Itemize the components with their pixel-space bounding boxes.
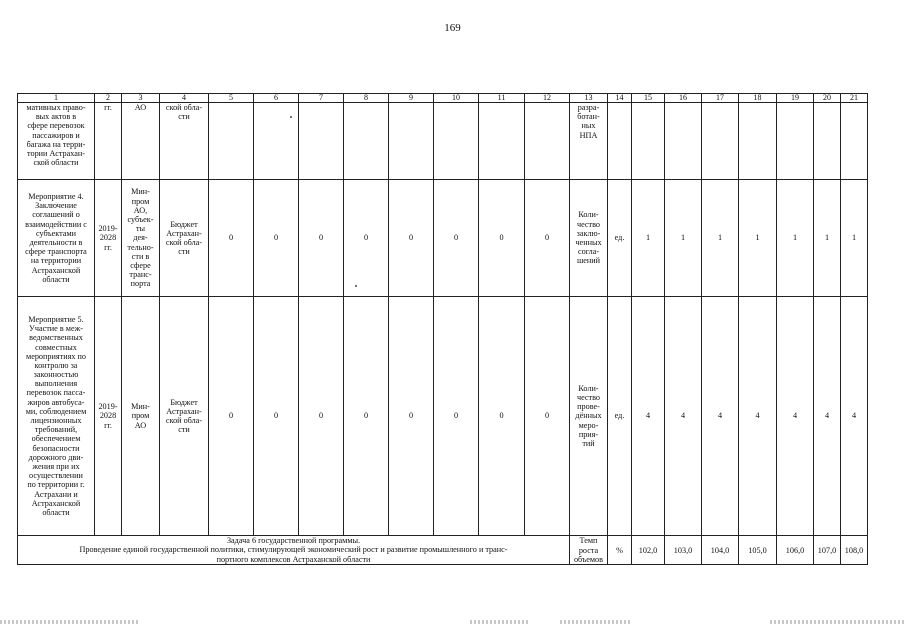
indicator-cell: разра- ботан- ных НПА [570, 103, 608, 180]
indicator-value-cell: 103,0 [665, 536, 702, 565]
header-cell: 5 [209, 94, 254, 103]
activity-name-cell: Мероприятие 4. Заключение соглашений о взаимодействии с субъектами деятельности в сфере транспорта на территории Астраханской области [18, 180, 95, 297]
header-cell: 12 [525, 94, 570, 103]
header-cell: 8 [344, 94, 389, 103]
header-cell: 21 [841, 94, 868, 103]
indicator-value-cell: 102,0 [632, 536, 665, 565]
header-cell: 14 [608, 94, 632, 103]
funding-value-cell: 0 [254, 180, 299, 297]
header-cell: 19 [777, 94, 814, 103]
empty-cell [254, 103, 299, 180]
funding-value-cell: 0 [434, 297, 479, 536]
funding-value-cell: 0 [299, 297, 344, 536]
header-cell: 9 [389, 94, 434, 103]
header-cell: 1 [18, 94, 95, 103]
indicator-value-cell: 108,0 [841, 536, 868, 565]
page-number: 169 [444, 22, 461, 34]
indicator-value-cell: 107,0 [814, 536, 841, 565]
indicator-value-cell: 4 [632, 297, 665, 536]
header-cell: 4 [160, 94, 209, 103]
indicator-value-cell: 1 [702, 180, 739, 297]
empty-cell [814, 103, 841, 180]
header-cell: 17 [702, 94, 739, 103]
indicator-value-cell: 1 [814, 180, 841, 297]
table-row [18, 536, 868, 565]
activity-name-cell: мативных право- вых актов в сфере перевозок пассажиров и багажа на терри- тории Астрахан- ской области [18, 103, 95, 180]
empty-cell [434, 103, 479, 180]
empty-cell [344, 103, 389, 180]
funding-value-cell: 0 [389, 180, 434, 297]
header-cell: 18 [739, 94, 777, 103]
indicator-value-cell: 1 [632, 180, 665, 297]
funding-source-cell: Бюджет Астрахан- ской обла- сти [160, 297, 209, 536]
unit-cell: ед. [608, 180, 632, 297]
empty-cell [608, 103, 632, 180]
header-cell: 2 [95, 94, 122, 103]
funding-source-cell: Бюджет Астрахан- ской обла- сти [160, 180, 209, 297]
task-heading-cell: Задача 6 государственной программы. Проведение единой государственной политики, стимулирующей экономический рост и развитие промышленного и транс- портного комплексов Астраханской области [18, 536, 570, 565]
indicator-cell: Коли- чество заклю- ченных согла- шений [570, 180, 608, 297]
funding-value-cell: 0 [389, 297, 434, 536]
header-cell: 20 [814, 94, 841, 103]
empty-cell [777, 103, 814, 180]
funding-value-cell: 0 [254, 297, 299, 536]
funding-value-cell: 0 [479, 297, 525, 536]
header-cell: 13 [570, 94, 608, 103]
activity-name-cell: Мероприятие 5. Участие в меж- ведомственных совместных мероприятиях по контролю за законностью выполнения перевозок пасса- жиров автобуса- ми, соблюдением лицензионных требований, обеспечением безопасности дорожного дви- жения при их осуществлении по территории г. Астрахани и Астраханской области [18, 297, 95, 536]
empty-cell [739, 103, 777, 180]
unit-cell: ед. [608, 297, 632, 536]
indicator-value-cell: 104,0 [702, 536, 739, 565]
scan-speck [290, 116, 292, 118]
header-cell: 6 [254, 94, 299, 103]
empty-cell [525, 103, 570, 180]
indicator-cell: Коли- чество прове- дённых меро- прия- тий [570, 297, 608, 536]
empty-cell [702, 103, 739, 180]
period-cell: 2019- 2028 гг. [95, 180, 122, 297]
header-cell: 11 [479, 94, 525, 103]
funding-value-cell: 0 [434, 180, 479, 297]
table-row [18, 180, 868, 297]
empty-cell [389, 103, 434, 180]
indicator-value-cell: 1 [739, 180, 777, 297]
indicator-value-cell: 4 [739, 297, 777, 536]
header-cell: 16 [665, 94, 702, 103]
empty-cell [841, 103, 868, 180]
funding-value-cell: 0 [344, 180, 389, 297]
indicator-value-cell: 105,0 [739, 536, 777, 565]
indicator-value-cell: 1 [665, 180, 702, 297]
unit-cell: % [608, 536, 632, 565]
indicator-value-cell: 4 [702, 297, 739, 536]
indicator-value-cell: 1 [841, 180, 868, 297]
scan-noise [470, 620, 530, 624]
funding-value-cell: 0 [299, 180, 344, 297]
scan-noise [770, 620, 905, 624]
scan-noise [560, 620, 630, 624]
indicator-value-cell: 1 [777, 180, 814, 297]
scan-speck [355, 285, 357, 287]
header-cell: 3 [122, 94, 160, 103]
program-table [17, 93, 868, 565]
header-cell: 10 [434, 94, 479, 103]
header-cell: 7 [299, 94, 344, 103]
table-row [18, 103, 868, 180]
executor-cell: АО [122, 103, 160, 180]
executor-cell: Мин- пром АО, субъек- ты дея- тельно- сти в сфере транс- порта [122, 180, 160, 297]
funding-source-cell: ской обла- сти [160, 103, 209, 180]
funding-value-cell: 0 [344, 297, 389, 536]
header-row [18, 94, 868, 103]
indicator-value-cell: 4 [777, 297, 814, 536]
empty-cell [632, 103, 665, 180]
funding-value-cell: 0 [479, 180, 525, 297]
indicator-value-cell: 106,0 [777, 536, 814, 565]
table-row [18, 297, 868, 536]
executor-cell: Мин- пром АО [122, 297, 160, 536]
period-cell: 2019- 2028 гг. [95, 297, 122, 536]
indicator-cell: Темп роста объемов [570, 536, 608, 565]
empty-cell [479, 103, 525, 180]
indicator-value-cell: 4 [841, 297, 868, 536]
empty-cell [209, 103, 254, 180]
empty-cell [299, 103, 344, 180]
period-cell: гг. [95, 103, 122, 180]
funding-value-cell: 0 [209, 297, 254, 536]
indicator-value-cell: 4 [814, 297, 841, 536]
funding-value-cell: 0 [209, 180, 254, 297]
empty-cell [665, 103, 702, 180]
funding-value-cell: 0 [525, 180, 570, 297]
scan-noise [0, 620, 140, 624]
header-cell: 15 [632, 94, 665, 103]
funding-value-cell: 0 [525, 297, 570, 536]
indicator-value-cell: 4 [665, 297, 702, 536]
